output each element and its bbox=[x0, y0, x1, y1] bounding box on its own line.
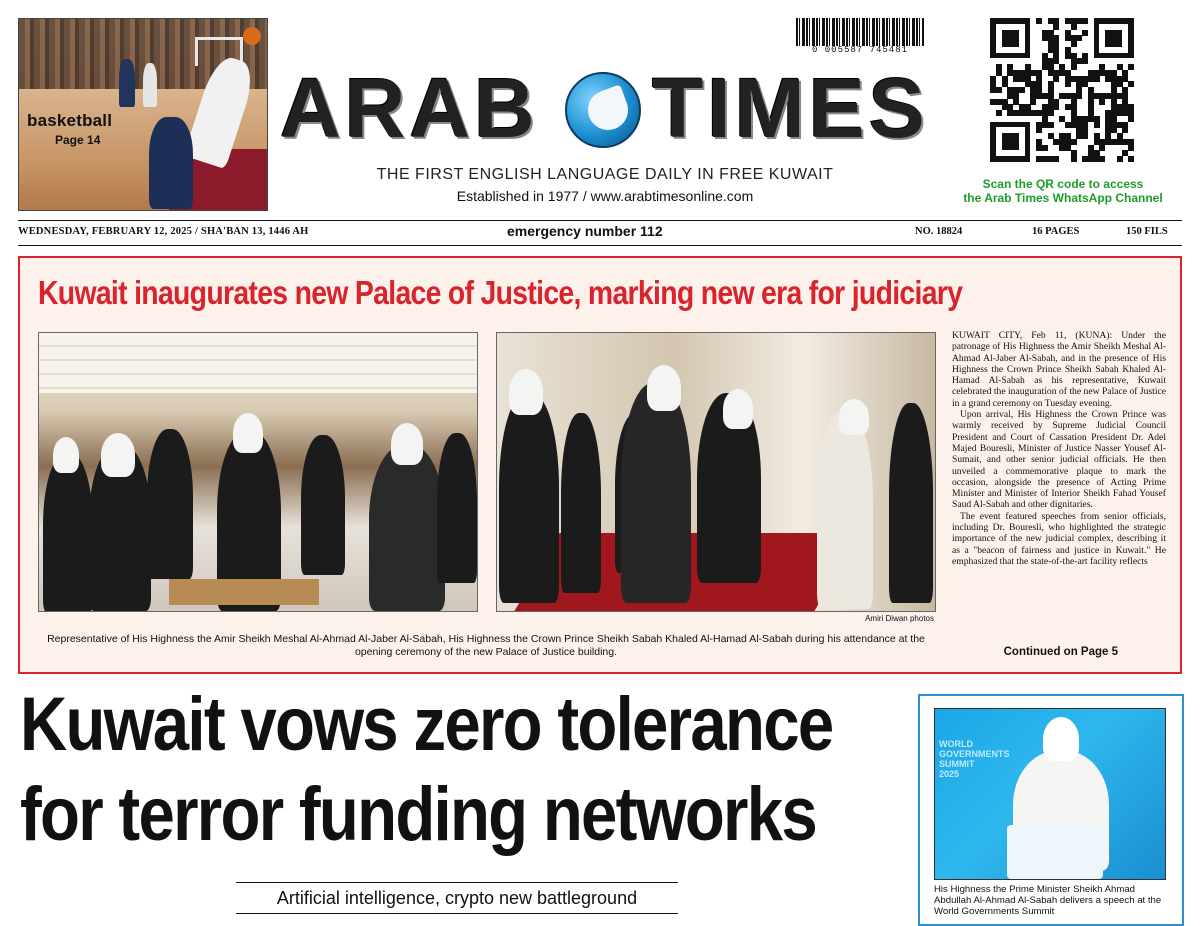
qr-module bbox=[1048, 122, 1054, 128]
qr-module bbox=[1128, 64, 1134, 70]
lead-paragraph: KUWAIT CITY, Feb 11, (KUNA): Under the patronage of His Highness the Amir Sheikh Meshal Al-Ahmad Al-Jaber Al-Sabah, and in the presence of His Highness the Crown Prince Sheikh Sabah Khaled Al-Hamad Al-Sabah as his representative, Kuwait celebrated the inauguration of the new Palace of Justice in a grand ceremony on Tuesday evening. bbox=[952, 330, 1166, 409]
qr-code-icon[interactable] bbox=[990, 18, 1134, 162]
qr-module bbox=[1082, 58, 1088, 64]
basketball-ball bbox=[243, 27, 261, 45]
qr-finder-pattern bbox=[1002, 30, 1019, 47]
masthead-tagline: THE FIRST ENGLISH LANGUAGE DAILY IN FREE KUWAIT bbox=[376, 166, 834, 183]
person-figure bbox=[561, 413, 601, 593]
lead-photo-crown-prince-arrival[interactable] bbox=[496, 332, 936, 612]
qr-module bbox=[1071, 24, 1077, 30]
qr-module bbox=[1071, 156, 1077, 162]
table-flowers bbox=[169, 579, 319, 605]
lead-story-body bbox=[952, 330, 1166, 567]
person-figure bbox=[43, 453, 93, 612]
barcode-number: 0 005587 745481 bbox=[811, 45, 908, 55]
qr-module bbox=[1094, 122, 1100, 128]
qr-module bbox=[1128, 81, 1134, 87]
qr-module bbox=[1099, 156, 1105, 162]
qr-module bbox=[1042, 145, 1048, 151]
qr-module bbox=[1099, 99, 1105, 105]
summit-text-year: 2025 bbox=[939, 769, 960, 779]
promo-photo-basketball[interactable] bbox=[18, 18, 268, 211]
qr-module bbox=[1094, 76, 1100, 82]
summit-text-word: SUMMIT bbox=[939, 759, 975, 769]
qr-module bbox=[1099, 145, 1105, 151]
qr-module bbox=[1128, 145, 1134, 151]
story2-headline[interactable] bbox=[20, 680, 833, 860]
qr-module bbox=[1036, 127, 1042, 133]
photo-credit: Amiri Diwan photos bbox=[865, 614, 934, 623]
qr-module bbox=[1082, 18, 1088, 24]
ceiling-lights bbox=[39, 333, 477, 393]
promo-title: basketball bbox=[27, 111, 113, 130]
summit-logo-text bbox=[939, 739, 1010, 779]
qr-module bbox=[1071, 41, 1077, 47]
qr-module bbox=[1082, 133, 1088, 139]
summit-text-word: GOVERNMENTS bbox=[939, 749, 1010, 759]
issue-number: NO. 18824 bbox=[915, 226, 963, 237]
emergency-number: emergency number 112 bbox=[507, 223, 663, 239]
qr-module bbox=[1019, 87, 1025, 93]
qr-module bbox=[1048, 110, 1054, 116]
story2-subhead: Artificial intelligence, crypto new battleground bbox=[236, 882, 678, 914]
player-background bbox=[119, 59, 135, 107]
qr-module bbox=[996, 110, 1002, 116]
continued-link[interactable] bbox=[952, 646, 1166, 658]
summit-text-word: WORLD bbox=[939, 739, 973, 749]
person-head bbox=[723, 389, 753, 429]
masthead-word-arab: ARAB bbox=[280, 61, 539, 155]
person-figure bbox=[499, 393, 559, 603]
lead-paragraph: The event featured speeches from senior officials, including Dr. Bouresli, who highlighted the strategic importance of the new judicial complex, describing it as a "beacon of fairness and justice in Kuwait." He emphasized that the state-of-the-art facility reflects bbox=[952, 510, 1166, 567]
qr-module bbox=[1071, 139, 1077, 145]
qr-module bbox=[1076, 35, 1082, 41]
person-head bbox=[391, 423, 423, 465]
qr-finder-pattern bbox=[1002, 133, 1019, 150]
qr-module bbox=[1053, 104, 1059, 110]
barcode bbox=[796, 18, 924, 46]
qr-module bbox=[1030, 99, 1036, 105]
qr-finder-pattern bbox=[1105, 30, 1122, 47]
lead-photo-ceremony-hall[interactable] bbox=[38, 332, 478, 612]
person-figure bbox=[301, 435, 345, 575]
lead-headline[interactable]: Kuwait inaugurates new Palace of Justice, marking new era for judiciary bbox=[38, 274, 963, 311]
qr-module bbox=[1071, 64, 1077, 70]
player-background-2 bbox=[143, 63, 157, 107]
person-head bbox=[509, 369, 543, 415]
qr-module bbox=[996, 87, 1002, 93]
qr-module bbox=[1128, 156, 1134, 162]
person-head bbox=[647, 365, 681, 411]
person-figure bbox=[147, 429, 193, 579]
qr-caption-line1: Scan the QR code to access bbox=[982, 177, 1144, 191]
side-photo-caption: His Highness the Prime Minister Sheikh Ahmad Abdullah Al-Ahmad Al-Sabah delivers a speech at the World Governments Summit bbox=[934, 884, 1162, 917]
qr-module bbox=[1036, 18, 1042, 24]
qr-caption bbox=[932, 177, 1194, 205]
lead-paragraph: Upon arrival, His Highness the Crown Prince was warmly received by Supreme Judicial Council President and Court of Cassation President Dr. Adel Majed Bouresli, Minister of Justice Nasser Yousef Al-Sumait, and other senior judicial officials. He then unveiled a commemorative plaque to mark the occasion, alongside the presence of Acting Prime Minister and Minister of Interior Sheikh Fahad Yousef Saud Al-Sabah and other dignitaries. bbox=[952, 409, 1166, 511]
qr-module bbox=[1117, 156, 1123, 162]
person-head bbox=[101, 433, 135, 477]
qr-module bbox=[1065, 81, 1071, 87]
person-head bbox=[233, 413, 263, 453]
qr-caption-line2: the Arab Times WhatsApp Channel bbox=[963, 191, 1163, 205]
story2-headline-line1: Kuwait vows zero tolerance bbox=[20, 682, 833, 767]
qr-module bbox=[1053, 156, 1059, 162]
person-head bbox=[839, 399, 869, 435]
person-figure bbox=[369, 445, 445, 611]
side-photo-summit[interactable] bbox=[934, 708, 1166, 880]
qr-module bbox=[1053, 24, 1059, 30]
qr-module bbox=[1053, 76, 1059, 82]
person-figure bbox=[437, 433, 477, 583]
qr-module bbox=[1082, 30, 1088, 36]
person-figure bbox=[889, 403, 933, 603]
qr-module bbox=[1128, 116, 1134, 122]
masthead-word-times: TIMES bbox=[652, 61, 929, 155]
continued-label: Continued on Page 5 bbox=[1003, 646, 1118, 658]
player-navy-defender bbox=[149, 117, 193, 209]
person-head bbox=[53, 437, 79, 473]
issue-date: WEDNESDAY, FEBRUARY 12, 2025 / SHA'BAN 13, 1446 AH bbox=[18, 226, 309, 237]
photo-caption: Representative of His Highness the Amir Sheikh Meshal Al-Ahmad Al-Jaber Al-Sabah, His Highness the Crown Prince Sheikh Sabah Khaled Al-Hamad Al-Sabah during his attendance at the opening ceremony of the new Palace of Justice building. bbox=[47, 633, 925, 658]
page-count: 16 PAGES bbox=[1032, 226, 1080, 237]
story2-headline-line2: for terror funding networks bbox=[20, 772, 816, 857]
promo-page-ref: Page 14 bbox=[55, 133, 101, 147]
person-head bbox=[1043, 717, 1079, 761]
issue-price: 150 FILS bbox=[1126, 226, 1168, 237]
podium bbox=[1007, 825, 1103, 879]
person-figure bbox=[817, 411, 873, 609]
qr-module bbox=[1076, 93, 1082, 99]
qr-module bbox=[1122, 127, 1128, 133]
masthead-established[interactable]: Established in 1977 / www.arabtimesonline.com bbox=[456, 188, 754, 204]
person-figure bbox=[621, 383, 691, 603]
